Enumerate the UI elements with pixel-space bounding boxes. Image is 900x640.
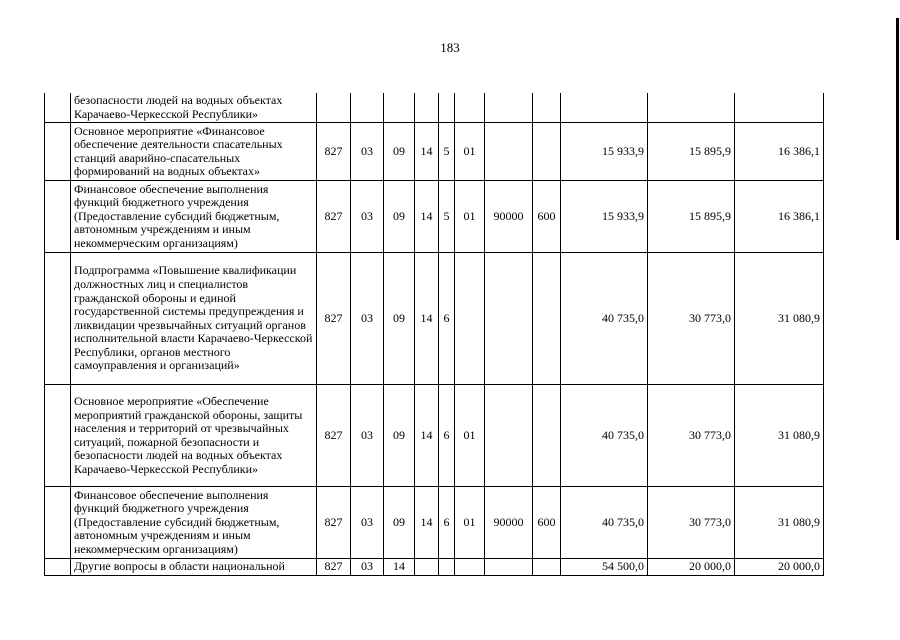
cell-expense-type	[533, 385, 561, 487]
cell-amount-2: 30 773,0	[648, 385, 735, 487]
cell-name: Финансовое обеспечение выполнения функций бюджетного учреждения (Предоставление субсидий бюджетным, автономным учреждениям и иным некоммерческим организациям)	[71, 487, 317, 559]
cell-ministry: 827	[317, 123, 351, 181]
cell-name: Подпрограмма «Повышение квалификации должностных лиц и специалистов гражданской обороны и единой государственной системы предупреждения и ликвидации чрезвычайных ситуаций органов исполнительной власти Карачаево-Черкесской Республики, органов местного самоуправления и организаций»	[71, 253, 317, 385]
cell-amount-3: 20 000,0	[735, 559, 824, 576]
cell-amount-2	[648, 93, 735, 123]
cell-subprogram: 6	[439, 385, 455, 487]
cell-name: Другие вопросы в области национальной	[71, 559, 317, 576]
cell-section: 03	[351, 253, 384, 385]
cell-direction	[485, 385, 533, 487]
table-row	[45, 559, 824, 576]
cell-event	[455, 93, 485, 123]
cell-name: Финансовое обеспечение выполнения функций бюджетного учреждения (Предоставление субсидий бюджетным, автономным учреждениям и иным некоммерческим организациям)	[71, 181, 317, 253]
cell-name: Основное мероприятие «Обеспечение мероприятий гражданской обороны, защиты населения и территорий от чрезвычайных ситуаций, пожарной безопасности и безопасности людей на водных объектах Карачаево-Черкесской Республики»	[71, 385, 317, 487]
cell-ministry: 827	[317, 253, 351, 385]
table-row	[45, 385, 824, 487]
cell-name: Основное мероприятие «Финансовое обеспечение деятельности спасательных станций аварийно-спасательных формирований на водных объектах»	[71, 123, 317, 181]
cell-amount-1: 54 500,0	[561, 559, 648, 576]
cell-blank	[45, 181, 71, 253]
cell-subprogram: 6	[439, 487, 455, 559]
cell-program: 14	[415, 487, 439, 559]
cell-amount-2: 30 773,0	[648, 253, 735, 385]
cell-subprogram: 5	[439, 181, 455, 253]
table-row	[45, 487, 824, 559]
cell-program	[415, 93, 439, 123]
cell-amount-3: 31 080,9	[735, 253, 824, 385]
cell-section: 03	[351, 181, 384, 253]
cell-subsection: 14	[384, 559, 415, 576]
cell-program: 14	[415, 181, 439, 253]
cell-section: 03	[351, 385, 384, 487]
cell-amount-3: 16 386,1	[735, 123, 824, 181]
cell-event: 01	[455, 487, 485, 559]
cell-name: безопасности людей на водных объектах Карачаево-Черкесской Республики»	[71, 93, 317, 123]
cell-amount-2: 20 000,0	[648, 559, 735, 576]
cell-subprogram	[439, 93, 455, 123]
cell-amount-1: 40 735,0	[561, 253, 648, 385]
cell-amount-2: 30 773,0	[648, 487, 735, 559]
cell-expense-type: 600	[533, 487, 561, 559]
cell-amount-3: 31 080,9	[735, 385, 824, 487]
cell-blank	[45, 559, 71, 576]
cell-event: 01	[455, 385, 485, 487]
cell-amount-1: 15 933,9	[561, 123, 648, 181]
cell-ministry	[317, 93, 351, 123]
cell-blank	[45, 487, 71, 559]
page-edge-line	[896, 18, 899, 240]
cell-amount-2: 15 895,9	[648, 181, 735, 253]
cell-program	[415, 559, 439, 576]
cell-direction	[485, 93, 533, 123]
cell-subsection: 09	[384, 487, 415, 559]
cell-ministry: 827	[317, 559, 351, 576]
cell-event	[455, 559, 485, 576]
cell-amount-2: 15 895,9	[648, 123, 735, 181]
cell-blank	[45, 123, 71, 181]
cell-expense-type	[533, 559, 561, 576]
cell-event	[455, 253, 485, 385]
cell-expense-type: 600	[533, 181, 561, 253]
cell-amount-3	[735, 93, 824, 123]
cell-subsection: 09	[384, 385, 415, 487]
cell-event: 01	[455, 181, 485, 253]
cell-expense-type	[533, 253, 561, 385]
table-row	[45, 93, 824, 123]
cell-program: 14	[415, 253, 439, 385]
cell-amount-3: 31 080,9	[735, 487, 824, 559]
table-row	[45, 253, 824, 385]
cell-direction: 90000	[485, 487, 533, 559]
cell-blank	[45, 385, 71, 487]
cell-program: 14	[415, 385, 439, 487]
cell-blank	[45, 93, 71, 123]
cell-direction	[485, 123, 533, 181]
cell-subprogram: 5	[439, 123, 455, 181]
cell-subsection: 09	[384, 181, 415, 253]
cell-direction	[485, 559, 533, 576]
cell-subsection	[384, 93, 415, 123]
budget-table	[44, 93, 824, 576]
cell-expense-type	[533, 93, 561, 123]
cell-ministry: 827	[317, 385, 351, 487]
cell-amount-1	[561, 93, 648, 123]
cell-subsection: 09	[384, 253, 415, 385]
cell-section: 03	[351, 487, 384, 559]
table-row	[45, 123, 824, 181]
cell-ministry: 827	[317, 487, 351, 559]
cell-ministry: 827	[317, 181, 351, 253]
cell-expense-type	[533, 123, 561, 181]
cell-amount-1: 40 735,0	[561, 385, 648, 487]
cell-event: 01	[455, 123, 485, 181]
cell-direction: 90000	[485, 181, 533, 253]
budget-table-body	[45, 93, 824, 575]
table-row	[45, 181, 824, 253]
cell-blank	[45, 253, 71, 385]
cell-section	[351, 93, 384, 123]
cell-section: 03	[351, 123, 384, 181]
cell-amount-1: 15 933,9	[561, 181, 648, 253]
cell-amount-3: 16 386,1	[735, 181, 824, 253]
cell-program: 14	[415, 123, 439, 181]
cell-section: 03	[351, 559, 384, 576]
cell-amount-1: 40 735,0	[561, 487, 648, 559]
cell-subprogram: 6	[439, 253, 455, 385]
cell-subsection: 09	[384, 123, 415, 181]
cell-subprogram	[439, 559, 455, 576]
cell-direction	[485, 253, 533, 385]
page-number: 183	[440, 40, 460, 55]
